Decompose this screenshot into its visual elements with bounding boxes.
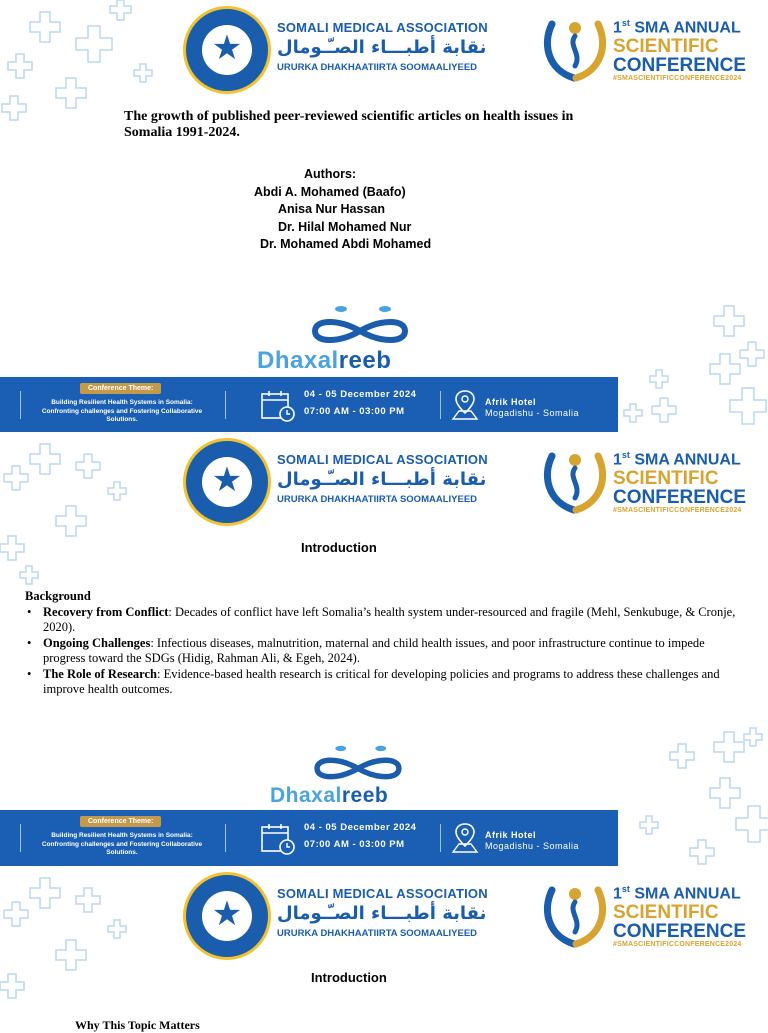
author-name: Dr. Hilal Mohamed Nur <box>278 219 412 234</box>
sma-logo <box>183 6 271 94</box>
conference-ordinal: 1 <box>613 451 622 469</box>
org-name-en: SOMALI MEDICAL ASSOCIATION <box>277 886 488 901</box>
bullet-text: : Decades of conflict have left Somalia’s health system under-resourced and fragile (Mehl, Senkubuge, & Cronje, 2020). <box>43 604 736 634</box>
medical-cross-pattern-icon <box>0 432 150 592</box>
event-date: 04 - 05 December 2024 <box>304 822 417 833</box>
conference-name <box>613 18 746 82</box>
conference-ordinal-suffix: st <box>621 18 630 28</box>
calendar-icon <box>261 823 295 855</box>
section-heading: Introduction <box>311 970 387 985</box>
event-venue: Afrik Hotel <box>485 397 537 407</box>
partial-text: Why This Topic Matters <box>75 1018 200 1032</box>
conference-ordinal: 1 <box>613 885 622 903</box>
conference-ordinal: 1 <box>613 19 622 37</box>
conference-line2: SCIENTIFIC <box>613 468 719 490</box>
org-name-so: URURKA DHAKHAATIIRTA SOOMAALIYEED <box>277 928 478 939</box>
author-name: Anisa Nur Hassan <box>278 202 385 216</box>
brand-word-part1: Dhaxal <box>257 347 339 374</box>
org-name-so: URURKA DHAKHAATIIRTA SOOMAALIYEED <box>277 494 478 505</box>
sma-logo <box>183 872 271 960</box>
theme-label: Conference Theme: <box>80 816 161 827</box>
bullet-term: The Role of Research <box>43 666 157 681</box>
bullet-term: Ongoing Challenges <box>43 635 151 650</box>
brand-word-part2: reeb <box>338 347 392 374</box>
org-name-ar: نقابة أطبـــاء الصـّـومال <box>277 37 487 58</box>
list-item <box>25 667 745 698</box>
medical-cross-pattern-icon <box>610 722 768 866</box>
event-city: Mogadishu - Somalia <box>485 408 580 418</box>
brand-word-part1: Dhaxal <box>270 784 342 807</box>
conference-line3: CONFERENCE <box>613 487 747 509</box>
org-name-block <box>277 886 488 939</box>
org-name-en: SOMALI MEDICAL ASSOCIATION <box>277 20 488 35</box>
sma-logo <box>183 438 271 526</box>
location-pin-icon <box>451 389 479 421</box>
slide-title <box>0 0 768 432</box>
org-name-en: SOMALI MEDICAL ASSOCIATION <box>277 452 488 467</box>
conference-name <box>613 450 746 514</box>
section-heading: Introduction <box>301 540 377 555</box>
event-venue: Afrik Hotel <box>485 830 537 840</box>
event-city: Mogadishu - Somalia <box>485 841 580 851</box>
conference-hashtag: #SMASCIENTIFICCONFERENCE2024 <box>613 507 742 515</box>
star-icon: ★ <box>211 460 243 500</box>
conference-hashtag: #SMASCIENTIFICCONFERENCE2024 <box>613 75 742 83</box>
infinity-icon <box>308 744 408 782</box>
theme-text: Building Resilient Health Systems in Somalia: Confronting challenges and Fostering Collaborative Solutions. <box>41 832 203 856</box>
dhaxalreeb-logo <box>255 305 470 377</box>
bullet-term: Recovery from Conflict <box>43 604 169 619</box>
bullet-text: : Evidence-based health research is critical for developing policies and programs to address these challenges and improve health outcomes. <box>43 666 720 696</box>
org-name-block <box>277 20 488 73</box>
author-name: Dr. Mohamed Abdi Mohamed <box>260 237 432 251</box>
medical-cross-pattern-icon <box>610 290 768 432</box>
author-name: Abdi A. Mohamed (Baafo) <box>254 184 406 199</box>
location-pin-icon <box>451 822 479 854</box>
theme-label: Conference Theme: <box>80 383 161 394</box>
conference-ordinal-suffix: st <box>621 450 630 460</box>
event-time: 07:00 AM - 03:00 PM <box>304 839 405 850</box>
section-label: Background <box>25 589 91 603</box>
bullet-list <box>25 605 745 698</box>
conference-info-band <box>0 377 618 432</box>
star-icon: ★ <box>211 894 243 934</box>
conference-logo-icon <box>540 446 610 514</box>
dhaxalreeb-logo <box>268 744 448 810</box>
conference-info-band <box>0 810 618 866</box>
conference-name <box>613 884 746 948</box>
org-name-ar: نقابة أطبـــاء الصـّـومال <box>277 469 487 490</box>
slide-introduction <box>0 432 768 866</box>
calendar-icon <box>261 390 295 422</box>
conference-line1: SMA ANNUAL <box>634 451 741 469</box>
conference-line3: CONFERENCE <box>613 921 747 943</box>
conference-line3: CONFERENCE <box>613 55 747 77</box>
infinity-icon <box>305 305 415 345</box>
conference-line1: SMA ANNUAL <box>634 19 741 37</box>
org-name-block <box>277 452 488 505</box>
list-item <box>25 605 745 636</box>
conference-line1: SMA ANNUAL <box>634 885 741 903</box>
slide-introduction-2 <box>0 866 768 1024</box>
list-item <box>25 636 745 667</box>
conference-line2: SCIENTIFIC <box>613 902 719 924</box>
conference-logo-icon <box>540 880 610 948</box>
conference-ordinal-suffix: st <box>621 884 630 894</box>
event-time: 07:00 AM - 03:00 PM <box>304 406 405 417</box>
org-name-so: URURKA DHAKHAATIIRTA SOOMAALIYEED <box>277 62 478 73</box>
conference-hashtag: #SMASCIENTIFICCONFERENCE2024 <box>613 941 742 949</box>
conference-logo-icon <box>540 14 610 82</box>
conference-line2: SCIENTIFIC <box>613 36 719 58</box>
paper-title: The growth of published peer-reviewed scientific articles on health issues in Somalia 1991-2024. <box>124 109 574 140</box>
event-date: 04 - 05 December 2024 <box>304 389 417 400</box>
background-section <box>25 589 745 698</box>
star-icon: ★ <box>211 28 243 68</box>
authors-label: Authors: <box>304 167 357 181</box>
bullet-text: : Infectious diseases, malnutrition, maternal and child health issues, and poor infrastructure continue to impede progress toward the SDGs (Hidig, Rahman Ali, & Egeh, 2024). <box>43 635 705 665</box>
medical-cross-pattern-icon <box>0 866 150 1024</box>
brand-word-part2: reeb <box>341 784 389 807</box>
theme-text: Building Resilient Health Systems in Somalia: Confronting challenges and Fostering Collaborative Solutions. <box>41 399 203 423</box>
org-name-ar: نقابة أطبـــاء الصـّـومال <box>277 903 487 924</box>
authors-block <box>230 166 490 254</box>
